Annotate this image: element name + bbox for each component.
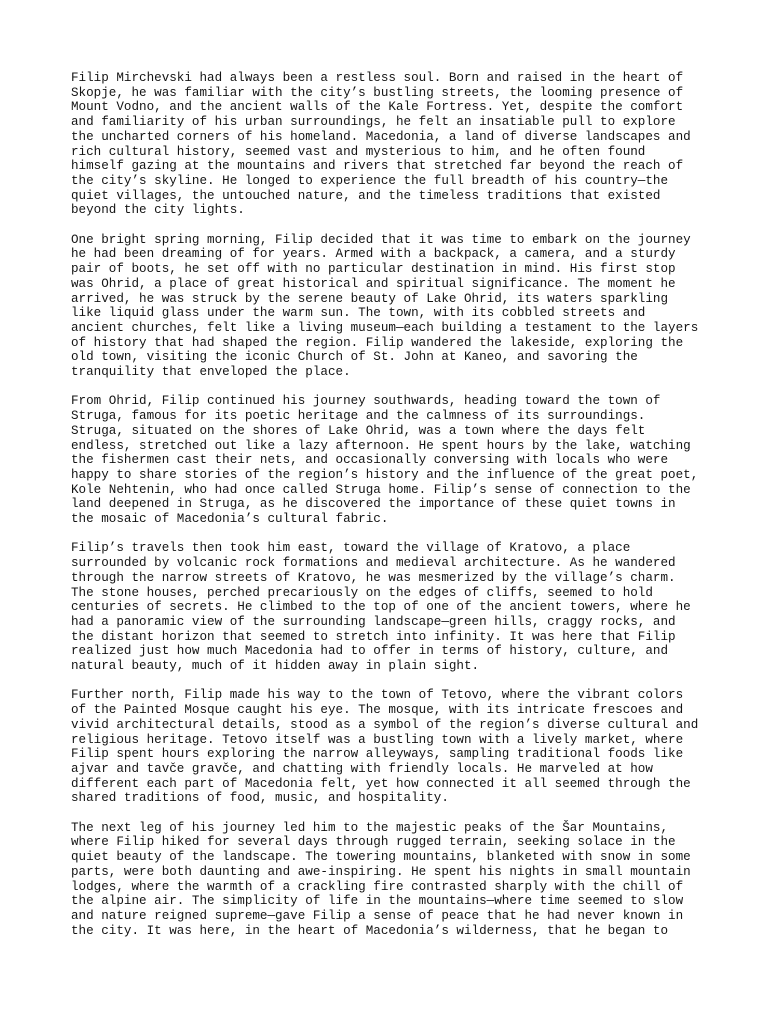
text-line: the city. It was here, in the heart of Macedonia’s wilderness, that he began to	[71, 923, 669, 938]
text-line: shared traditions of food, music, and hospitality.	[71, 791, 449, 806]
text-line: natural beauty, much of it hidden away in plain sight.	[71, 659, 480, 674]
document-page	[71, 71, 723, 953]
paragraph-4	[71, 541, 723, 673]
text-line: Further north, Filip made his way to the town of Tetovo, where the vibrant colors	[71, 688, 684, 703]
text-line: the uncharted corners of his homeland. Macedonia, a land of diverse landscapes and	[71, 129, 691, 144]
paragraph-2	[71, 233, 723, 380]
text-line: tranquility that enveloped the place.	[71, 365, 351, 380]
paragraph-5	[71, 688, 723, 806]
text-line: endless, stretched out like a lazy afternoon. He spent hours by the lake, watching	[71, 438, 691, 453]
text-line: the city’s skyline. He longed to experience the full breadth of his country—the	[71, 173, 669, 188]
text-line: Kole Nehtenin, who had once called Struga home. Filip’s sense of connection to the	[71, 482, 691, 497]
text-line: of the Painted Mosque caught his eye. The mosque, with its intricate frescoes and	[71, 703, 684, 718]
text-line: The next leg of his journey led him to the majestic peaks of the Šar Mountains,	[71, 820, 669, 835]
text-line: vivid architectural details, stood as a symbol of the region’s diverse cultural and	[71, 717, 699, 732]
text-line: Struga, situated on the shores of Lake Ohrid, was a town where the days felt	[71, 423, 646, 438]
text-line: of history that had shaped the region. Filip wandered the lakeside, exploring the	[71, 335, 684, 350]
text-line: quiet beauty of the landscape. The towering mountains, blanketed with snow in some	[71, 850, 691, 865]
text-line: like liquid glass under the warm sun. The town, with its cobbled streets and	[71, 306, 646, 321]
text-line: Skopje, he was familiar with the city’s bustling streets, the looming presence of	[71, 85, 684, 100]
text-line: pair of boots, he set off with no particular destination in mind. His first stop	[71, 262, 676, 277]
text-line: through the narrow streets of Kratovo, he was mesmerized by the village’s charm.	[71, 570, 676, 585]
text-line: quiet villages, the untouched nature, and the timeless traditions that existed	[71, 188, 661, 203]
text-line: Mount Vodno, and the ancient walls of the Kale Fortress. Yet, despite the comfort	[71, 100, 684, 115]
text-line: old town, visiting the iconic Church of St. John at Kaneo, and savoring the	[71, 350, 638, 365]
text-line: and nature reigned supreme—gave Filip a sense of peace that he had never known in	[71, 909, 684, 923]
text-line: the distant horizon that seemed to stretch into infinity. It was here that Filip	[71, 629, 676, 644]
paragraph-1	[71, 71, 723, 218]
text-line: From Ohrid, Filip continued his journey southwards, heading toward the town of	[71, 394, 661, 409]
text-line: and familiarity of his urban surroundings, he felt an insatiable pull to explore	[71, 115, 676, 130]
text-line: The stone houses, perched precariously on the edges of cliffs, seemed to hold	[71, 585, 653, 600]
text-line: ajvar and tavče gravče, and chatting with friendly locals. He marveled at how	[71, 761, 653, 776]
text-line: he had been dreaming of for years. Armed with a backpack, a camera, and a sturdy	[71, 247, 676, 262]
text-line: the mosaic of Macedonia’s cultural fabric.	[71, 512, 389, 527]
text-line: Filip’s travels then took him east, toward the village of Kratovo, a place	[71, 541, 631, 556]
text-line: had a panoramic view of the surrounding landscape—green hills, craggy rocks, and	[71, 614, 676, 629]
text-line: rich cultural history, seemed vast and mysterious to him, and he often found	[71, 144, 646, 159]
text-line: land deepened in Struga, as he discovered the importance of these quiet towns in	[71, 497, 676, 512]
text-line: realized just how much Macedonia had to offer in terms of history, culture, and	[71, 644, 669, 659]
text-line: arrived, he was struck by the serene beauty of Lake Ohrid, its waters sparkling	[71, 291, 669, 306]
text-line: One bright spring morning, Filip decided that it was time to embark on the journey	[71, 232, 691, 247]
text-line: the fishermen cast their nets, and occasionally conversing with locals who were	[71, 453, 669, 468]
text-line: Filip spent hours exploring the narrow alleyways, sampling traditional foods like	[71, 747, 684, 762]
text-line: happy to share stories of the region’s history and the influence of the great poet,	[71, 467, 699, 482]
paragraph-6	[71, 821, 723, 939]
text-line: himself gazing at the mountains and rivers that stretched far beyond the reach of	[71, 159, 684, 174]
text-line: the alpine air. The simplicity of life in the mountains—where time seemed to slow	[71, 894, 684, 909]
text-line: Struga, famous for its poetic heritage and the calmness of its surroundings.	[71, 409, 646, 424]
text-line: centuries of secrets. He climbed to the top of one of the ancient towers, where he	[71, 600, 691, 615]
text-line: surrounded by volcanic rock formations and medieval architecture. As he wandered	[71, 556, 676, 571]
text-line: lodges, where the warmth of a crackling fire contrasted sharply with the chill of	[71, 879, 684, 894]
paragraph-3	[71, 394, 723, 526]
text-line: parts, were both daunting and awe-inspiring. He spent his nights in small mountain	[71, 864, 691, 879]
text-line: different each part of Macedonia felt, yet how connected it all seemed through the	[71, 776, 691, 791]
text-line: Filip Mirchevski had always been a restless soul. Born and raised in the heart of	[71, 71, 684, 85]
text-line: religious heritage. Tetovo itself was a bustling town with a lively market, where	[71, 732, 684, 747]
text-line: was Ohrid, a place of great historical and spiritual significance. The moment he	[71, 276, 676, 291]
text-line: ancient churches, felt like a living museum—each building a testament to the layers	[71, 320, 699, 335]
text-line: beyond the city lights.	[71, 203, 245, 218]
text-line: where Filip hiked for several days through rugged terrain, seeking solace in the	[71, 835, 676, 850]
